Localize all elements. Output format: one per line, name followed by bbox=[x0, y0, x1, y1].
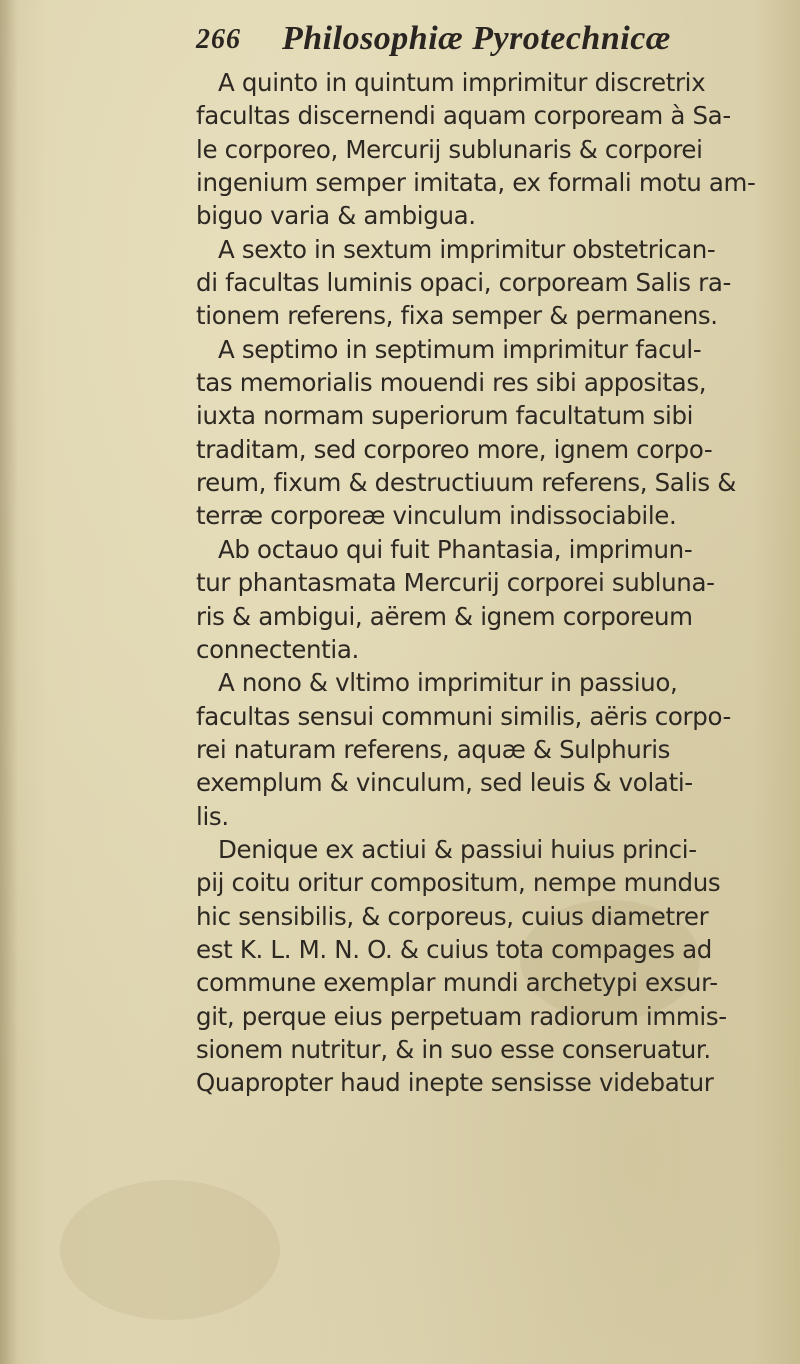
text-line: commune exemplar mundi archetypi exsur- bbox=[196, 968, 718, 998]
text-line: ris & ambigui, aërem & ignem corporeum bbox=[196, 601, 693, 631]
text-line: ingenium semper imitata, ex formali motu am- bbox=[196, 168, 756, 198]
text-line: rei naturam referens, aquæ & Sulphuris bbox=[196, 734, 671, 764]
text-line: facultas sensui communi similis, aëris corpo- bbox=[196, 701, 732, 731]
text-line: reum, fixum & destructiuum referens, Salis & bbox=[196, 468, 736, 498]
text-line: traditam, sed corporeo more, ignem corpo- bbox=[196, 434, 713, 464]
text-line: lis. bbox=[196, 801, 229, 831]
text-line: A nono & vltimo imprimitur in passiuo, bbox=[218, 668, 678, 698]
text-line: pij coitu oritur compositum, nempe mundus bbox=[196, 868, 721, 898]
text-line: exemplum & vinculum, sed leuis & volati- bbox=[196, 768, 693, 798]
text-line: A septimo in septimum imprimitur facul- bbox=[218, 334, 702, 364]
page-number: 266 bbox=[196, 24, 241, 55]
text-line: iuxta normam superiorum facultatum sibi bbox=[196, 401, 694, 431]
text-line: tionem referens, fixa semper & permanens. bbox=[196, 301, 718, 331]
page-header bbox=[196, 14, 756, 68]
text-line: Ab octauo qui fuit Phantasia, imprimun- bbox=[218, 534, 693, 564]
running-title: Philosophiæ Pyrotechnicæ bbox=[282, 20, 671, 57]
text-line: hic sensibilis, & corporeus, cuius diametrer bbox=[196, 901, 709, 931]
text-line: Quapropter haud inepte sensisse videbatur bbox=[196, 1068, 714, 1098]
text-line: le corporeo, Mercurij sublunaris & corporei bbox=[196, 134, 703, 164]
text-line: est K. L. M. N. O. & cuius tota compages ad bbox=[196, 934, 712, 964]
body-text bbox=[196, 66, 768, 1100]
text-line: tur phantasmata Mercurij corporei subluna- bbox=[196, 568, 715, 598]
text-line: biguo varia & ambigua. bbox=[196, 201, 476, 231]
text-line: A quinto in quintum imprimitur discretrix bbox=[218, 68, 706, 97]
text-line: di facultas luminis opaci, corpoream Salis ra- bbox=[196, 268, 731, 298]
text-line: sionem nutritur, & in suo esse conseruatur. bbox=[196, 1034, 711, 1064]
paper-stain bbox=[60, 1180, 280, 1320]
text-line: terræ corporeæ vinculum indissociabile. bbox=[196, 501, 677, 531]
text-line: Denique ex actiui & passiui huius princi- bbox=[218, 834, 697, 864]
text-line: tas memorialis mouendi res sibi appositas, bbox=[196, 368, 707, 398]
text-line: connectentia. bbox=[196, 634, 359, 664]
text-line: A sexto in sextum imprimitur obstetrican- bbox=[218, 234, 716, 264]
text-line: git, perque eius perpetuam radiorum immis- bbox=[196, 1001, 727, 1031]
text-line: facultas discernendi aquam corpoream à Sa- bbox=[196, 101, 731, 131]
